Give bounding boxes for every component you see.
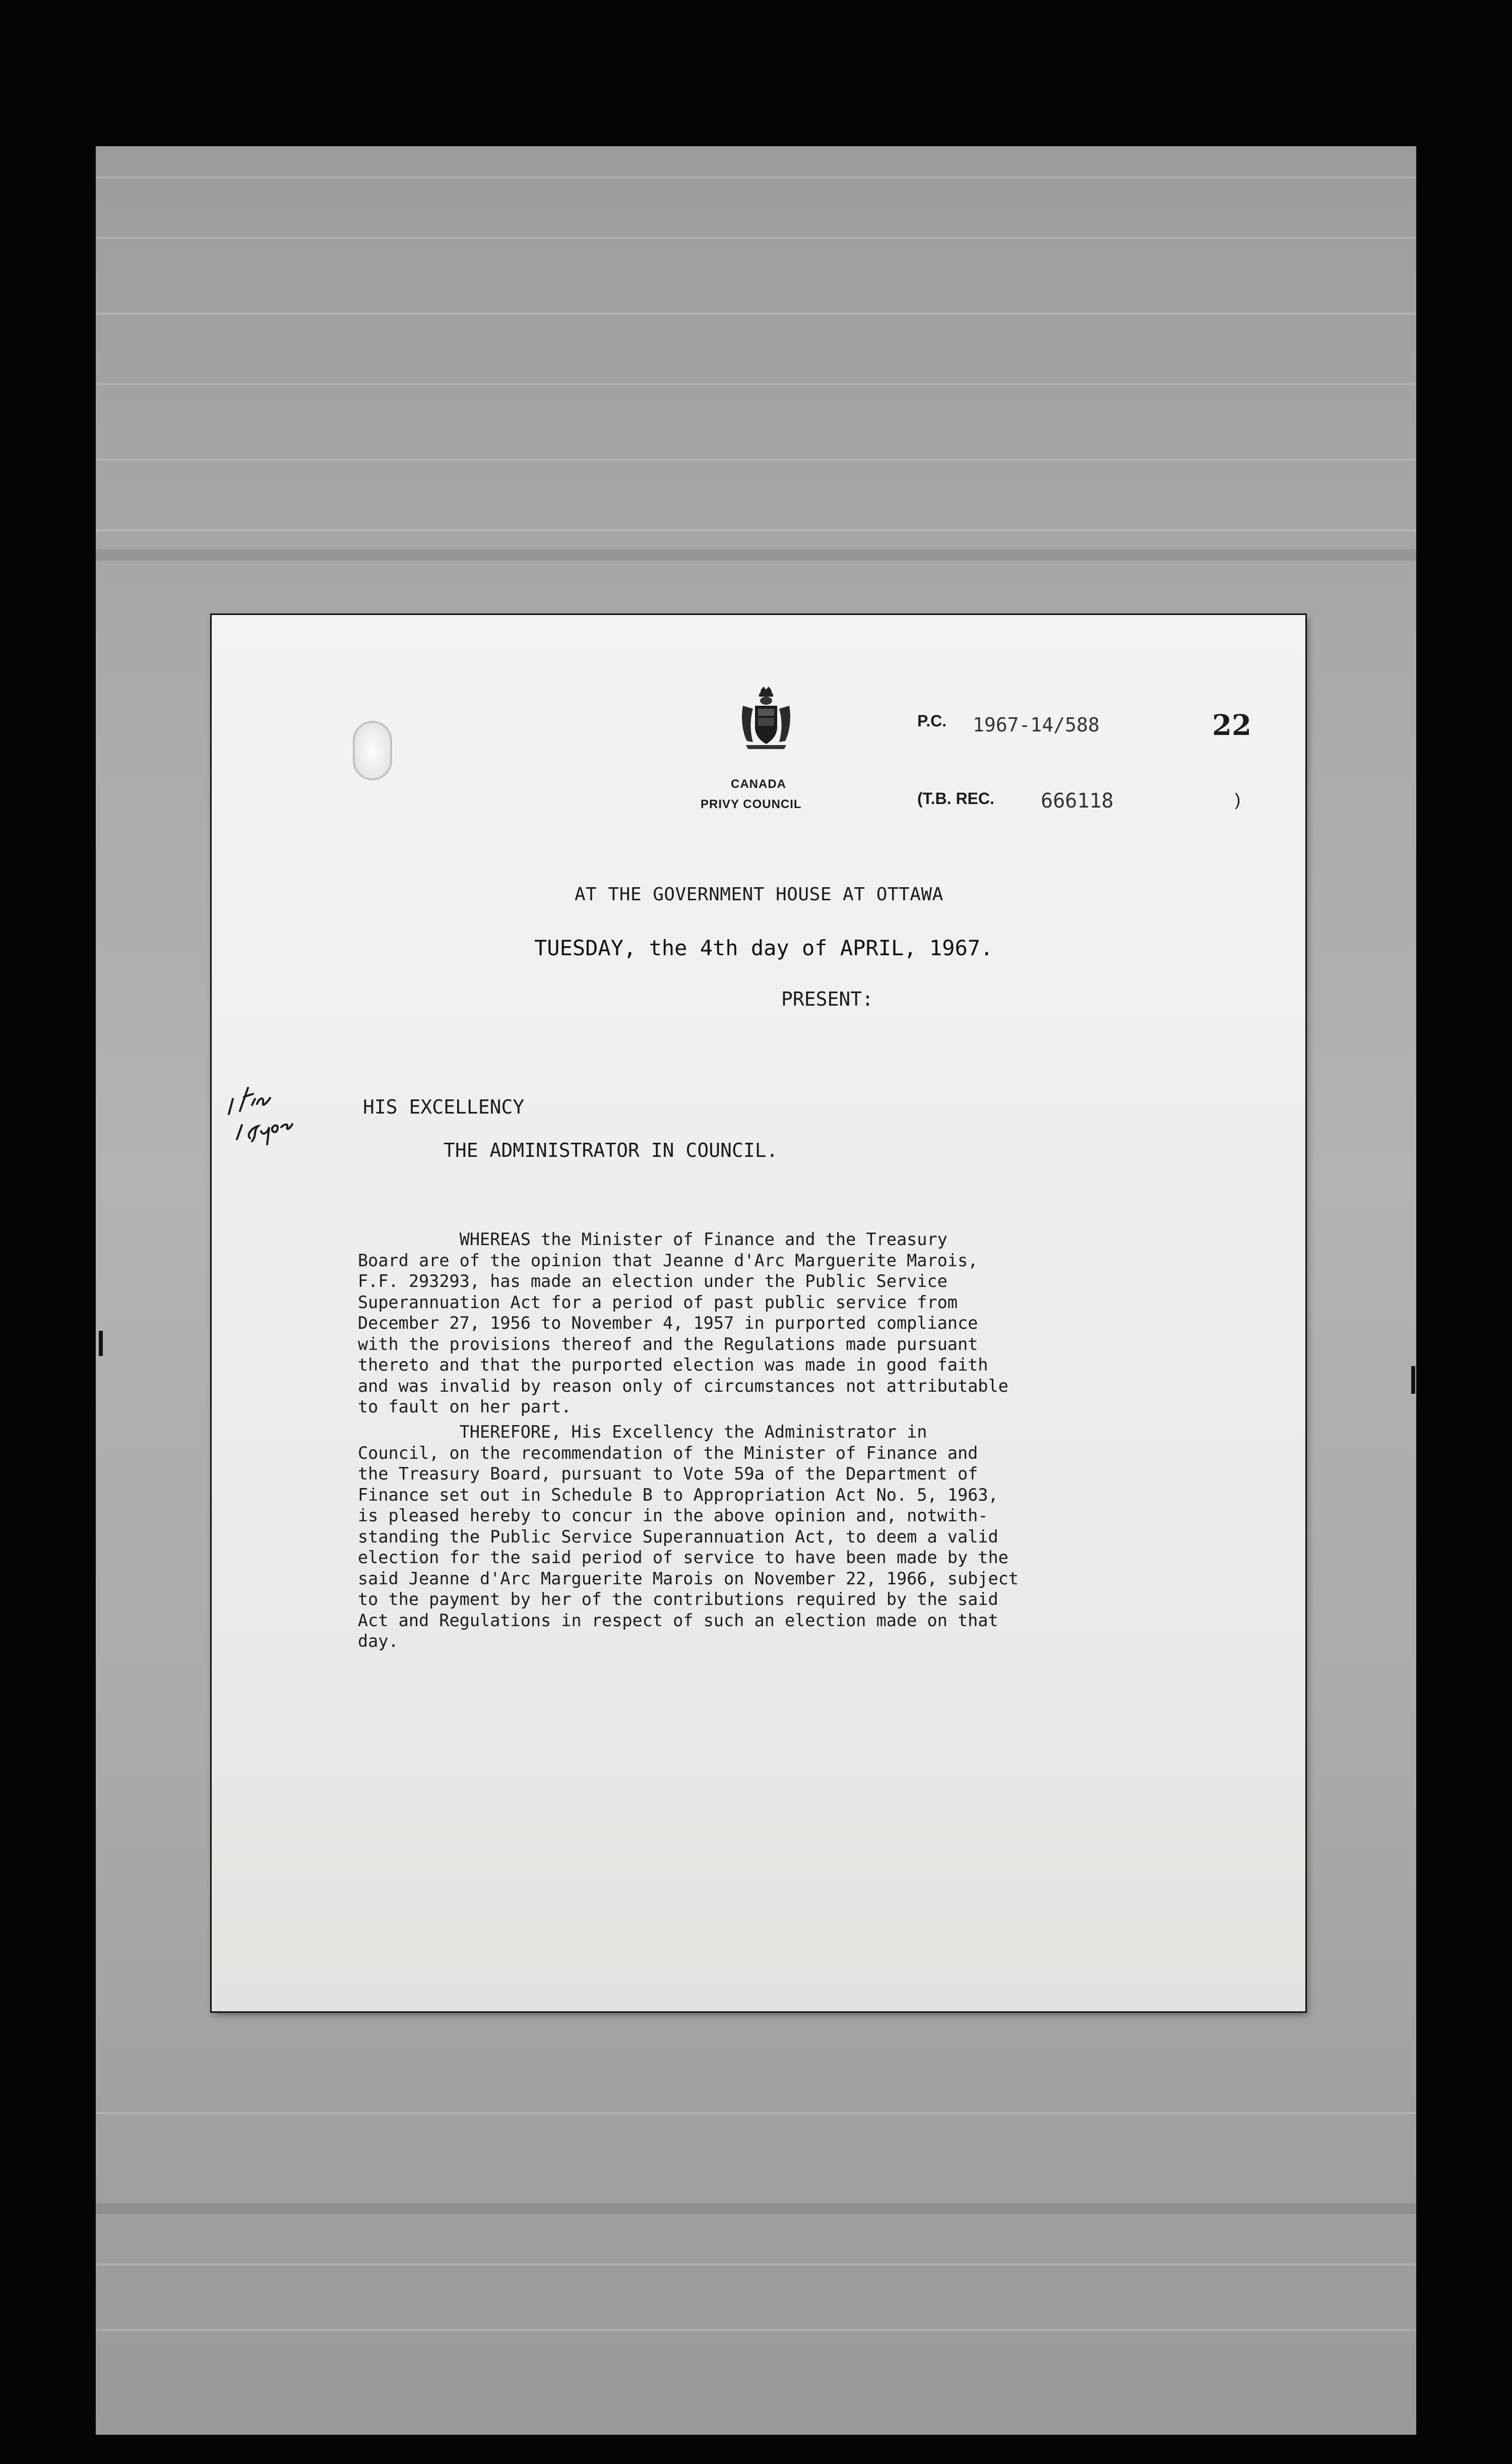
his-excellency-line: HIS EXCELLENCY — [363, 1096, 525, 1118]
pc-number: 1967-14/588 — [973, 714, 1100, 736]
order-in-council-page — [212, 615, 1305, 2011]
pc-label: P.C. — [917, 712, 947, 730]
tb-rec-close: ) — [1235, 790, 1241, 810]
punch-hole — [353, 721, 392, 780]
present-line: PRESENT: — [781, 988, 874, 1010]
country-label: CANADA — [731, 777, 786, 791]
council-label: PRIVY COUNCIL — [701, 797, 802, 811]
page-number: 22 — [1212, 709, 1251, 742]
film-mark-right — [1411, 1366, 1415, 1394]
whereas-paragraph: WHEREAS the Minister of Finance and the Treasury Board are of the opinion that Jeanne d'Arc Marguerite Marois, F.F. 293293, has made an election under the Public Service Superannuation Act for a period of past public service from December 27, 1956 to November 4, 1957 in purported compliance with the provisions thereof and the Regulations made pursuant thereto and that the purported election was made in good faith and was invalid by reason only of circumstances not attributable to fault on her part. — [358, 1229, 1009, 1416]
administrator-line: THE ADMINISTRATOR IN COUNCIL. — [444, 1139, 778, 1161]
handwritten-margin-note — [222, 1079, 297, 1159]
tb-rec-label: (T.B. REC. — [917, 789, 994, 808]
date-line: TUESDAY, the 4th day of APRIL, 1967. — [534, 936, 993, 960]
coat-of-arms-icon — [736, 686, 796, 751]
tb-rec-number: 666118 — [1041, 789, 1114, 813]
place-line: AT THE GOVERNMENT HOUSE AT OTTAWA — [575, 884, 943, 905]
therefore-paragraph: THEREFORE, His Excellency the Administrator in Council, on the recommendation of the Minister of Finance and the Treasury Board, pursuant to Vote 59a of the Department of Finance set out in Schedule B to Appropriation Act No. 5, 1963, is pleased hereby to concur in the above opinion and, notwith- standing the Public Service Superannuation Act, to deem a valid election for the said period of service to have been made by the said Jeanne d'Arc Marguerite Marois on November 22, 1966, subject to the payment by her of the contributions required by the said Act and Regulations in respect of such an election made on that day. — [358, 1422, 1019, 1651]
film-mark-left — [99, 1331, 103, 1356]
